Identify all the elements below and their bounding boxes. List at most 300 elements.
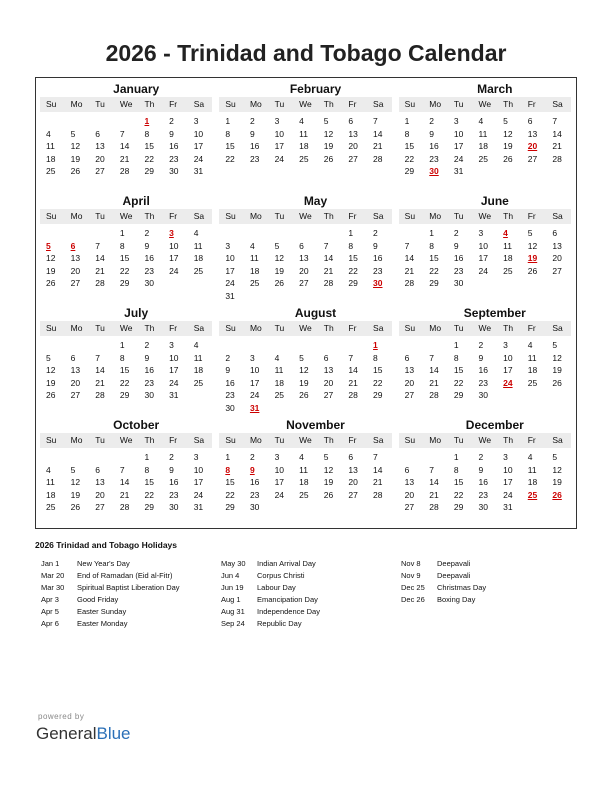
day-cell: 5	[299, 352, 304, 363]
day-cell: 21	[552, 141, 562, 151]
weekday-label: Fr	[527, 435, 536, 445]
day-cell: 12	[552, 352, 562, 363]
weekday-label: Su	[404, 211, 416, 221]
month-august	[217, 304, 396, 416]
day-cell: 4	[527, 452, 533, 462]
day-cell: 9	[225, 365, 231, 375]
weekday-label: Sa	[373, 99, 384, 109]
weekday-label: Mo	[249, 435, 262, 445]
empty-cell	[219, 339, 244, 352]
holiday-row	[41, 570, 180, 582]
weekday-label: Th	[323, 99, 334, 109]
day-cell: 27	[70, 390, 81, 400]
day-cell: 12	[70, 141, 81, 151]
month-name: January	[113, 82, 160, 96]
day-cell: 6	[527, 116, 533, 126]
day-cell: 7	[373, 452, 378, 462]
holiday-row	[41, 582, 180, 594]
day-cell: 12	[299, 365, 309, 375]
day-cell: 17	[503, 477, 513, 487]
day-cell: 16	[453, 253, 464, 263]
day-cell: 19	[274, 265, 285, 276]
month-name: April	[122, 194, 150, 208]
day-cell: 17	[503, 365, 513, 375]
day-cell: 9	[478, 464, 484, 475]
weekday-header	[399, 209, 571, 224]
holiday-day: 5	[46, 240, 51, 251]
holiday-date: Aug 1	[221, 595, 241, 604]
day-cell: 20	[404, 489, 415, 500]
day-grid	[399, 115, 571, 178]
day-cell: 25	[46, 502, 56, 512]
day-cell: 26	[274, 278, 285, 288]
day-cell: 10	[169, 352, 179, 363]
day-cell: 4	[299, 452, 304, 462]
day-cell: 11	[478, 128, 488, 139]
day-cell: 19	[299, 377, 309, 388]
empty-cell	[423, 339, 448, 352]
day-cell: 29	[144, 166, 154, 176]
day-cell: 20	[552, 253, 562, 263]
day-cell: 31	[193, 502, 204, 512]
day-cell: 8	[373, 352, 378, 363]
day-cell: 25	[46, 166, 56, 176]
day-cell: 28	[119, 166, 130, 176]
day-cell: 5	[70, 128, 76, 139]
day-cell: 14	[373, 128, 383, 139]
weekday-label: Th	[144, 211, 155, 221]
day-cell: 19	[70, 489, 81, 500]
day-cell: 16	[373, 253, 383, 263]
day-cell: 10	[503, 352, 513, 363]
day-cell: 15	[119, 253, 130, 263]
day-cell: 1	[453, 452, 459, 462]
day-cell: 14	[95, 253, 105, 263]
holiday-day: 8	[225, 464, 231, 475]
weekday-label: Th	[503, 211, 514, 221]
day-cell: 31	[169, 390, 179, 400]
day-cell: 19	[70, 153, 81, 164]
holiday-date: Nov 8	[401, 559, 421, 568]
holiday-row	[401, 594, 486, 606]
month-february	[217, 80, 396, 192]
day-cell: 16	[249, 141, 260, 151]
holiday-row	[221, 582, 320, 594]
day-cell: 9	[453, 240, 459, 251]
empty-cell	[293, 227, 318, 240]
day-cell: 8	[225, 128, 231, 139]
day-cell: 21	[373, 477, 383, 487]
empty-cell	[342, 339, 367, 352]
day-cell: 11	[274, 365, 284, 375]
day-cell: 5	[552, 340, 558, 350]
day-cell: 23	[225, 390, 235, 400]
day-cell: 8	[453, 464, 459, 475]
day-cell: 22	[119, 377, 130, 388]
day-cell: 2	[478, 452, 484, 462]
day-cell: 27	[95, 166, 105, 176]
weekday-header	[219, 97, 391, 112]
day-cell: 28	[323, 278, 334, 288]
day-cell: 3	[193, 452, 199, 462]
weekday-label: We	[299, 435, 312, 445]
day-cell: 24	[193, 489, 204, 500]
day-cell: 4	[193, 228, 199, 238]
weekday-label: Tu	[95, 435, 105, 445]
weekday-label: We	[119, 211, 133, 221]
day-cell: 1	[348, 228, 354, 238]
day-cell: 27	[70, 278, 81, 288]
day-cell: 4	[527, 340, 533, 350]
day-cell: 22	[373, 377, 383, 388]
day-cell: 21	[95, 377, 105, 388]
day-cell: 25	[299, 153, 309, 164]
day-cell: 25	[503, 265, 513, 276]
day-cell: 5	[323, 116, 329, 126]
day-cell: 12	[46, 253, 56, 263]
weekday-label: Mo	[249, 323, 262, 333]
day-cell: 21	[429, 489, 439, 500]
holiday-day: 20	[527, 141, 538, 151]
holiday-row	[41, 618, 180, 630]
day-cell: 2	[169, 116, 174, 126]
day-cell: 27	[404, 502, 415, 512]
weekday-label: Su	[46, 323, 57, 333]
holiday-date: Jun 4	[221, 571, 240, 580]
day-cell: 27	[552, 265, 562, 276]
day-cell: 28	[95, 390, 105, 400]
day-cell: 17	[274, 141, 285, 151]
day-cell: 14	[119, 141, 130, 151]
day-cell: 16	[429, 141, 439, 151]
day-cell: 10	[249, 365, 260, 375]
day-cell: 15	[119, 365, 130, 375]
weekday-label: Mo	[70, 435, 83, 445]
day-cell: 29	[119, 390, 130, 400]
day-cell: 17	[225, 265, 235, 276]
holiday-date: Apr 6	[41, 619, 59, 628]
empty-cell	[40, 451, 65, 464]
weekday-label: Tu	[274, 211, 285, 221]
weekday-label: We	[478, 99, 492, 109]
day-cell: 28	[95, 278, 105, 288]
day-cell: 13	[348, 464, 358, 475]
day-cell: 6	[323, 352, 329, 363]
weekday-header	[219, 209, 391, 224]
day-cell: 18	[478, 141, 488, 151]
day-grid	[40, 451, 212, 514]
day-grid	[399, 339, 571, 402]
holiday-name: Independence Day	[257, 607, 320, 616]
day-cell: 8	[119, 352, 125, 363]
day-cell: 25	[299, 489, 309, 500]
holiday-day: 6	[70, 240, 76, 251]
weekday-header	[40, 321, 212, 336]
day-cell: 30	[169, 502, 179, 512]
day-cell: 8	[348, 240, 354, 251]
brand-logo[interactable]	[36, 724, 131, 744]
day-cell: 18	[46, 489, 56, 500]
weekday-label: Fr	[169, 323, 178, 333]
weekday-label: We	[119, 435, 133, 445]
day-cell: 4	[193, 340, 199, 350]
day-cell: 26	[70, 166, 81, 176]
day-cell: 18	[193, 253, 204, 263]
day-cell: 16	[144, 365, 154, 375]
weekday-label: Th	[503, 435, 514, 445]
day-cell: 29	[404, 166, 415, 176]
holiday-name: Easter Sunday	[77, 607, 127, 616]
day-cell: 15	[404, 141, 415, 151]
weekday-label: Mo	[249, 211, 262, 221]
month-november	[217, 416, 396, 528]
day-cell: 10	[478, 240, 488, 251]
holiday-name: Easter Monday	[77, 619, 128, 628]
brand-general: General	[36, 724, 97, 743]
empty-cell	[244, 339, 269, 352]
day-cell: 22	[453, 377, 464, 388]
day-grid	[399, 451, 571, 514]
holiday-date: Apr 3	[41, 595, 59, 604]
day-cell: 18	[46, 153, 56, 164]
holiday-date: Dec 25	[401, 583, 425, 592]
day-cell: 9	[144, 352, 150, 363]
holiday-date: Aug 31	[221, 607, 245, 616]
empty-cell	[318, 227, 343, 240]
day-grid	[219, 227, 391, 302]
holidays-title: 2026 Trinidad and Tobago Holidays	[35, 540, 178, 550]
day-cell: 20	[348, 477, 358, 487]
holiday-name: Corpus Christi	[257, 571, 305, 580]
weekday-header	[219, 321, 391, 336]
page-title: 2026 - Trinidad and Tobago Calendar	[105, 40, 507, 66]
day-cell: 6	[299, 240, 304, 251]
day-cell: 3	[193, 116, 199, 126]
weekday-label: Sa	[552, 323, 563, 333]
day-cell: 18	[193, 365, 204, 375]
day-cell: 2	[225, 352, 231, 363]
day-cell: 20	[299, 265, 309, 276]
day-cell: 30	[144, 390, 154, 400]
day-cell: 20	[95, 153, 105, 164]
day-cell: 27	[95, 502, 105, 512]
day-cell: 23	[373, 265, 383, 276]
weekday-label: We	[299, 99, 312, 109]
day-cell: 29	[429, 278, 439, 288]
day-cell: 11	[249, 253, 259, 263]
weekday-label: Th	[323, 211, 334, 221]
month-name: May	[303, 194, 328, 208]
day-cell: 28	[348, 390, 358, 400]
day-cell: 23	[453, 265, 464, 276]
day-cell: 22	[404, 153, 415, 164]
day-cell: 28	[373, 153, 383, 164]
day-cell: 29	[119, 278, 130, 288]
day-cell: 24	[169, 265, 179, 276]
day-cell: 22	[225, 489, 235, 500]
day-cell: 6	[404, 352, 410, 363]
empty-cell	[65, 115, 90, 128]
day-cell: 29	[453, 390, 464, 400]
day-cell: 29	[453, 502, 464, 512]
day-cell: 17	[169, 253, 179, 263]
day-cell: 16	[169, 141, 179, 151]
weekday-label: Fr	[169, 435, 178, 445]
weekday-label: We	[119, 99, 133, 109]
holiday-name: Emancipation Day	[257, 595, 318, 604]
holiday-row	[401, 570, 486, 582]
day-cell: 24	[503, 489, 513, 500]
weekday-label: Tu	[274, 99, 285, 109]
weekday-label: Fr	[527, 323, 536, 333]
day-cell: 11	[46, 477, 55, 487]
holiday-row	[221, 618, 320, 630]
weekday-label: Sa	[552, 99, 563, 109]
day-cell: 28	[119, 502, 130, 512]
day-cell: 29	[348, 278, 358, 288]
day-cell: 28	[404, 278, 415, 288]
weekday-label: Su	[46, 435, 57, 445]
weekday-label: Fr	[527, 211, 536, 221]
holiday-name: Deepavali	[437, 571, 471, 580]
day-cell: 17	[478, 253, 488, 263]
day-cell: 3	[503, 452, 508, 462]
day-cell: 15	[348, 253, 358, 263]
day-cell: 9	[144, 240, 150, 251]
month-name: June	[480, 194, 509, 208]
day-cell: 5	[552, 452, 558, 462]
holiday-day: 1	[144, 116, 150, 126]
day-cell: 7	[119, 128, 125, 139]
day-cell: 10	[503, 464, 513, 475]
empty-cell	[399, 339, 424, 352]
day-cell: 14	[552, 128, 562, 139]
day-cell: 9	[169, 464, 174, 475]
day-cell: 2	[144, 340, 150, 350]
day-cell: 1	[225, 452, 231, 462]
day-cell: 1	[119, 340, 125, 350]
day-cell: 9	[429, 128, 434, 139]
holiday-column-1	[41, 558, 180, 630]
weekday-label: Th	[144, 435, 155, 445]
day-cell: 12	[70, 477, 81, 487]
empty-cell	[423, 451, 448, 464]
weekday-label: Mo	[249, 99, 262, 109]
holiday-day: 30	[429, 166, 439, 176]
empty-cell	[65, 451, 90, 464]
day-cell: 3	[453, 116, 459, 126]
empty-cell	[40, 115, 65, 128]
weekday-label: Fr	[169, 211, 178, 221]
day-cell: 6	[95, 128, 100, 139]
weekday-label: Sa	[373, 323, 384, 333]
holiday-date: Sep 24	[221, 619, 245, 628]
empty-cell	[293, 339, 318, 352]
day-cell: 26	[46, 390, 56, 400]
holiday-day: 30	[373, 278, 383, 288]
empty-cell	[269, 227, 294, 240]
weekday-label: Su	[404, 323, 416, 333]
day-cell: 24	[274, 489, 285, 500]
day-cell: 28	[429, 390, 439, 400]
day-cell: 12	[323, 464, 334, 475]
day-cell: 1	[119, 228, 125, 238]
day-cell: 27	[299, 278, 309, 288]
weekday-label: Mo	[70, 323, 83, 333]
day-cell: 22	[144, 489, 154, 500]
weekday-label: Mo	[429, 435, 442, 445]
day-cell: 20	[323, 377, 334, 388]
day-cell: 10	[225, 253, 235, 263]
day-cell: 18	[249, 265, 260, 276]
day-cell: 17	[169, 365, 179, 375]
day-cell: 2	[429, 116, 434, 126]
day-cell: 12	[274, 253, 285, 263]
month-name: February	[289, 82, 342, 96]
weekday-label: Mo	[70, 211, 83, 221]
day-cell: 3	[478, 228, 484, 238]
empty-cell	[399, 451, 424, 464]
month-september	[397, 304, 576, 416]
day-cell: 24	[193, 153, 204, 164]
holiday-name: Indian Arrival Day	[257, 559, 316, 568]
empty-cell	[89, 339, 114, 352]
weekday-label: Su	[225, 323, 236, 333]
day-cell: 6	[348, 116, 354, 126]
day-cell: 15	[453, 365, 464, 375]
weekday-label: Sa	[193, 435, 205, 445]
weekday-label: Sa	[373, 435, 384, 445]
day-cell: 27	[348, 489, 358, 500]
weekday-header	[219, 433, 391, 448]
day-cell: 15	[453, 477, 464, 487]
day-cell: 20	[348, 141, 358, 151]
weekday-label: Tu	[453, 435, 464, 445]
day-cell: 27	[323, 390, 334, 400]
day-cell: 26	[503, 153, 513, 164]
day-cell: 14	[373, 464, 383, 475]
empty-cell	[269, 339, 294, 352]
day-cell: 18	[274, 377, 285, 388]
day-cell: 11	[193, 352, 203, 363]
day-cell: 21	[404, 265, 415, 276]
day-cell: 4	[46, 128, 51, 139]
day-cell: 8	[144, 464, 150, 475]
day-cell: 28	[552, 153, 562, 164]
weekday-label: Tu	[274, 323, 285, 333]
day-cell: 24	[249, 390, 260, 400]
day-cell: 21	[429, 377, 439, 388]
holiday-name: End of Ramadan (Eid al-Fitr)	[77, 571, 173, 580]
day-cell: 19	[552, 365, 562, 375]
day-cell: 28	[373, 489, 383, 500]
weekday-label: Sa	[552, 211, 563, 221]
day-cell: 23	[249, 153, 260, 164]
day-cell: 26	[527, 265, 538, 276]
holiday-name: Republic Day	[257, 619, 302, 628]
weekday-label: Fr	[348, 435, 357, 445]
holiday-column-2	[221, 558, 320, 630]
day-cell: 5	[70, 464, 76, 475]
brand-blue: Blue	[96, 724, 131, 743]
day-cell: 14	[429, 365, 439, 375]
day-cell: 5	[46, 352, 51, 363]
day-cell: 11	[527, 464, 537, 475]
day-cell: 31	[503, 502, 513, 512]
day-cell: 18	[527, 365, 538, 375]
day-cell: 13	[348, 128, 358, 139]
day-cell: 11	[299, 128, 308, 139]
